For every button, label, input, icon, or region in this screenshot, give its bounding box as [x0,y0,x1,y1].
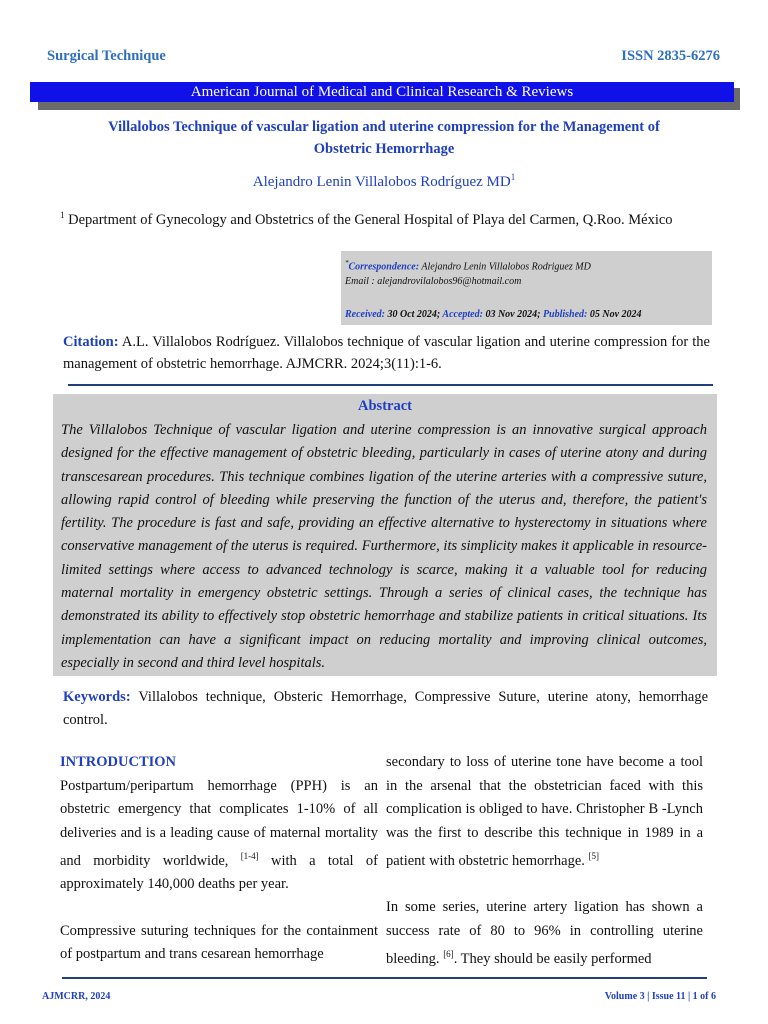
body-column-right [386,751,703,972]
keywords [63,686,708,732]
citation [63,331,710,375]
footer-divider [62,977,707,979]
introduction-heading: INTRODUCTION [60,754,177,770]
journal-banner: American Journal of Medical and Clinical Research & Reviews [30,82,734,102]
ref-1-4[interactable]: [1-4] [240,851,259,861]
citation-text: A.L. Villalobos Rodríguez. Villalobos technique of vascular ligation and uterine compression for the management of obstetric hemorrhage. AJMCRR. 2024;3(11):1-6. [63,334,710,372]
keywords-text: Villalobos technique, Obsteric Hemorrhage, Compressive Suture, uterine atony, hemorrhage control. [63,689,708,728]
right-p2-text: In some series, uterine artery ligation has shown a success rate of 80 to 96% in controlling uterine bleeding. [386,899,703,968]
corr-label: Correspondence: [348,261,420,273]
accepted-label: Accepted: [440,309,483,320]
abstract-text: The Villalobos Technique of vascular ligation and uterine compression is an innovative surgical approach designed for the effective management of obstetric bleeding, particularly in cases of uterine atony and during transcesarean procedures. This technique combines ligation of the uterine arteries with a compressive suture, allowing rapid control of bleeding while preserving the function of the uterus and, therefore, the patient's fertility. The procedure is fast and safe, providing an effective alternative to hysterectomy in situations where conservative management of the uterus is required. Furthermore, its simplicity makes it applicable in resource-limited settings where access to advanced technology is scarce, making it a valuable tool for reducing maternal mortality in emergency obstetric settings. Through a series of clinical cases, the technique has demonstrated its ability to effectively stop obstetric hemorrhage and stabilize patients in critical situations. Its implementation can have a significant impact on reducing mortality and improving clinical outcomes, especially in second and third level hospitals. [61,422,707,671]
section-label: Surgical Technique [47,48,166,64]
divider-top [68,384,713,386]
received-date: 30 Oct 2024; [384,309,441,320]
accepted-date: 03 Nov 2024; [482,309,541,320]
dates-line [345,306,642,323]
email-label: Email : [345,276,378,287]
intro-paragraph-2: Compressive suturing techniques for the containment of postpartum and trans cesarean hemorrhage [60,922,378,963]
author-sup: 1 [510,172,516,182]
keywords-label: Keywords: [63,689,131,705]
issn-label: ISSN 2835-6276 [621,48,720,64]
ref-5[interactable]: [5] [588,851,600,861]
email-line [345,273,521,290]
corr-name: Alejandro Lenin Villalobos Rodriguez MD [419,261,591,273]
corr-star: * [345,259,349,267]
right-paragraph-2 [386,896,703,971]
right-paragraph-1 [386,751,703,873]
affiliation-sup: 1 [60,210,65,220]
intro-paragraph-1 [60,775,378,897]
footer-journal: AJMCRR, 2024 [42,991,111,1002]
affiliation-text: Department of Gynecology and Obstetrics of the General Hospital of Playa del Carmen, Q.Roo. México [64,211,673,228]
email-value[interactable]: alejandrovilalobos96@hotmail.com [377,276,522,287]
ref-6[interactable]: [6] [443,949,454,960]
received-label: Received: [345,309,385,320]
affiliation [60,204,708,232]
right-p1-text: secondary to loss of uterine tone have become a tool in the arsenal that the obstetrician faced with this complication is obliged to have. Christopher B -Lynch was the first to describe this technique in 1989 in a patient with obstetric hemorrhage. [386,754,703,869]
abstract-heading: Abstract [358,398,412,414]
correspondence-box [341,251,712,325]
intro-p1-text: Postpartum/peripartum hemorrhage (PPH) is an obstetric emergency that complicates 1-10% of all deliveries and is a leading cause of maternal mortality and morbidity worldwide, [60,777,378,869]
published-date: 05 Nov 2024 [587,309,642,320]
title-line-1: Villalobos Technique of vascular ligation and uterine compression for the Management of [108,119,660,135]
published-label: Published: [540,309,588,320]
author-name: Alejandro Lenin Villalobos Rodríguez MD [252,174,511,190]
body-column-left [60,751,378,967]
title-line-2: Obstetric Hemorrhage [313,141,455,157]
right-p2-text-end: . They should be easily performed [453,951,652,968]
author-line [60,172,708,191]
citation-label: Citation: [63,334,119,350]
footer-page-info: Volume 3 | Issue 11 | 1 of 6 [604,991,716,1002]
intro-p1-text-end: with a total of approximately 140,000 deaths per year. [60,852,378,893]
article-title [60,116,708,160]
